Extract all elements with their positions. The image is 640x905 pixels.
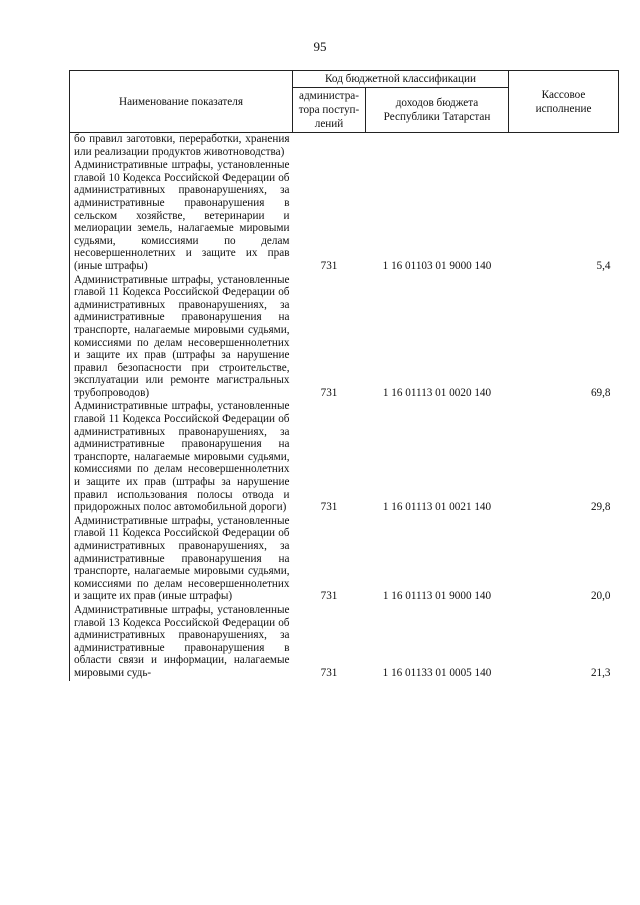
header-cash xyxy=(509,71,619,133)
row-name: Административные штрафы, установленные главой 11 Кодекса Российской Федерации об административных правонарушениях, за административные правонарушения на транспорте, налагаемые мировыми судьями, комиссиями по делам несовершеннолетних и защите их прав (штрафы за нарушение правил использования полосы отвода и придорожных полос автомобильной дороги) xyxy=(70,400,293,514)
header-name: Наименование показателя xyxy=(70,71,293,133)
header-admin-line-2: тора поступ- xyxy=(298,104,360,116)
row-admin-code: 731 xyxy=(320,501,338,514)
table-row xyxy=(70,515,619,604)
row-income-code: 1 16 01113 01 0020 140 xyxy=(382,386,492,399)
table-row xyxy=(70,400,619,514)
table-row xyxy=(70,133,619,160)
row-income-code xyxy=(366,133,509,160)
row-name: Административные штрафы, установленные главой 13 Кодекса Российской Федерации об административных правонарушениях, за административные правонарушения в области связи и информации, налагаемые мировыми судь- xyxy=(70,604,293,681)
table-header xyxy=(70,71,619,133)
row-name: Административные штрафы, установленные главой 10 Кодекса Российской Федерации об административных правонарушениях, за административные правонарушения в сельском хозяйстве, ветеринарии и мелиорации земель, налагаемые мировыми судьями, комиссиями по делам несовершеннолетних и защите их прав (иные штрафы) xyxy=(70,159,293,273)
row-cash-value: 69,8 xyxy=(590,386,611,399)
header-income xyxy=(366,88,509,133)
row-name: бо правил заготовки, переработки, хранения или реализации продуктов животноводства) xyxy=(70,133,293,160)
header-income-line-1: доходов бюджета xyxy=(395,97,479,109)
row-admin-code: 731 xyxy=(320,386,338,399)
row-cash-value: 5,4 xyxy=(596,259,611,272)
header-admin-line-3: лений xyxy=(314,118,344,130)
row-name: Административные штрафы, установленные главой 11 Кодекса Российской Федерации об административных правонарушениях, за административные правонарушения на транспорте, налагаемые мировыми судьями, комиссиями по делам несовершеннолетних и защите их прав (штрафы за нарушение правил безопасности при строительстве, эксплуатации или ремонте магистральных трубопроводов) xyxy=(70,274,293,401)
row-admin-code: 731 xyxy=(320,259,338,272)
row-admin-code: 731 xyxy=(320,590,338,603)
row-income-code: 1 16 01113 01 9000 140 xyxy=(382,590,492,603)
header-admin-line-1: администра- xyxy=(299,90,359,102)
header-cash-line-2: исполнение xyxy=(535,102,592,115)
row-cash-value xyxy=(509,133,619,160)
table-row xyxy=(70,159,619,273)
header-admin xyxy=(293,88,366,133)
row-admin-code: 731 xyxy=(320,666,338,679)
row-income-code: 1 16 01103 01 9000 140 xyxy=(382,259,492,272)
header-cash-line-1: Кассовое xyxy=(541,88,586,101)
row-admin-code xyxy=(293,133,366,160)
header-income-line-2: Республики Татарстан xyxy=(383,111,491,123)
row-income-code: 1 16 01133 01 0005 140 xyxy=(382,666,492,679)
row-cash-value: 29,8 xyxy=(590,501,611,514)
row-income-code: 1 16 01113 01 0021 140 xyxy=(382,501,492,514)
page-number: 95 xyxy=(313,39,327,54)
row-cash-value: 21,3 xyxy=(590,666,611,679)
row-name: Административные штрафы, установленные главой 11 Кодекса Российской Федерации об административных правонарушениях, за административные правонарушения на транспорте, налагаемые мировыми судьями, комиссиями по делам несовершеннолетних и защите их прав (иные штрафы) xyxy=(70,515,293,604)
budget-execution-table xyxy=(69,70,619,681)
table-row xyxy=(70,604,619,681)
table-row xyxy=(70,274,619,401)
header-code-group: Код бюджетной классификации xyxy=(293,71,509,88)
row-cash-value: 20,0 xyxy=(590,590,611,603)
table-body xyxy=(70,133,619,681)
